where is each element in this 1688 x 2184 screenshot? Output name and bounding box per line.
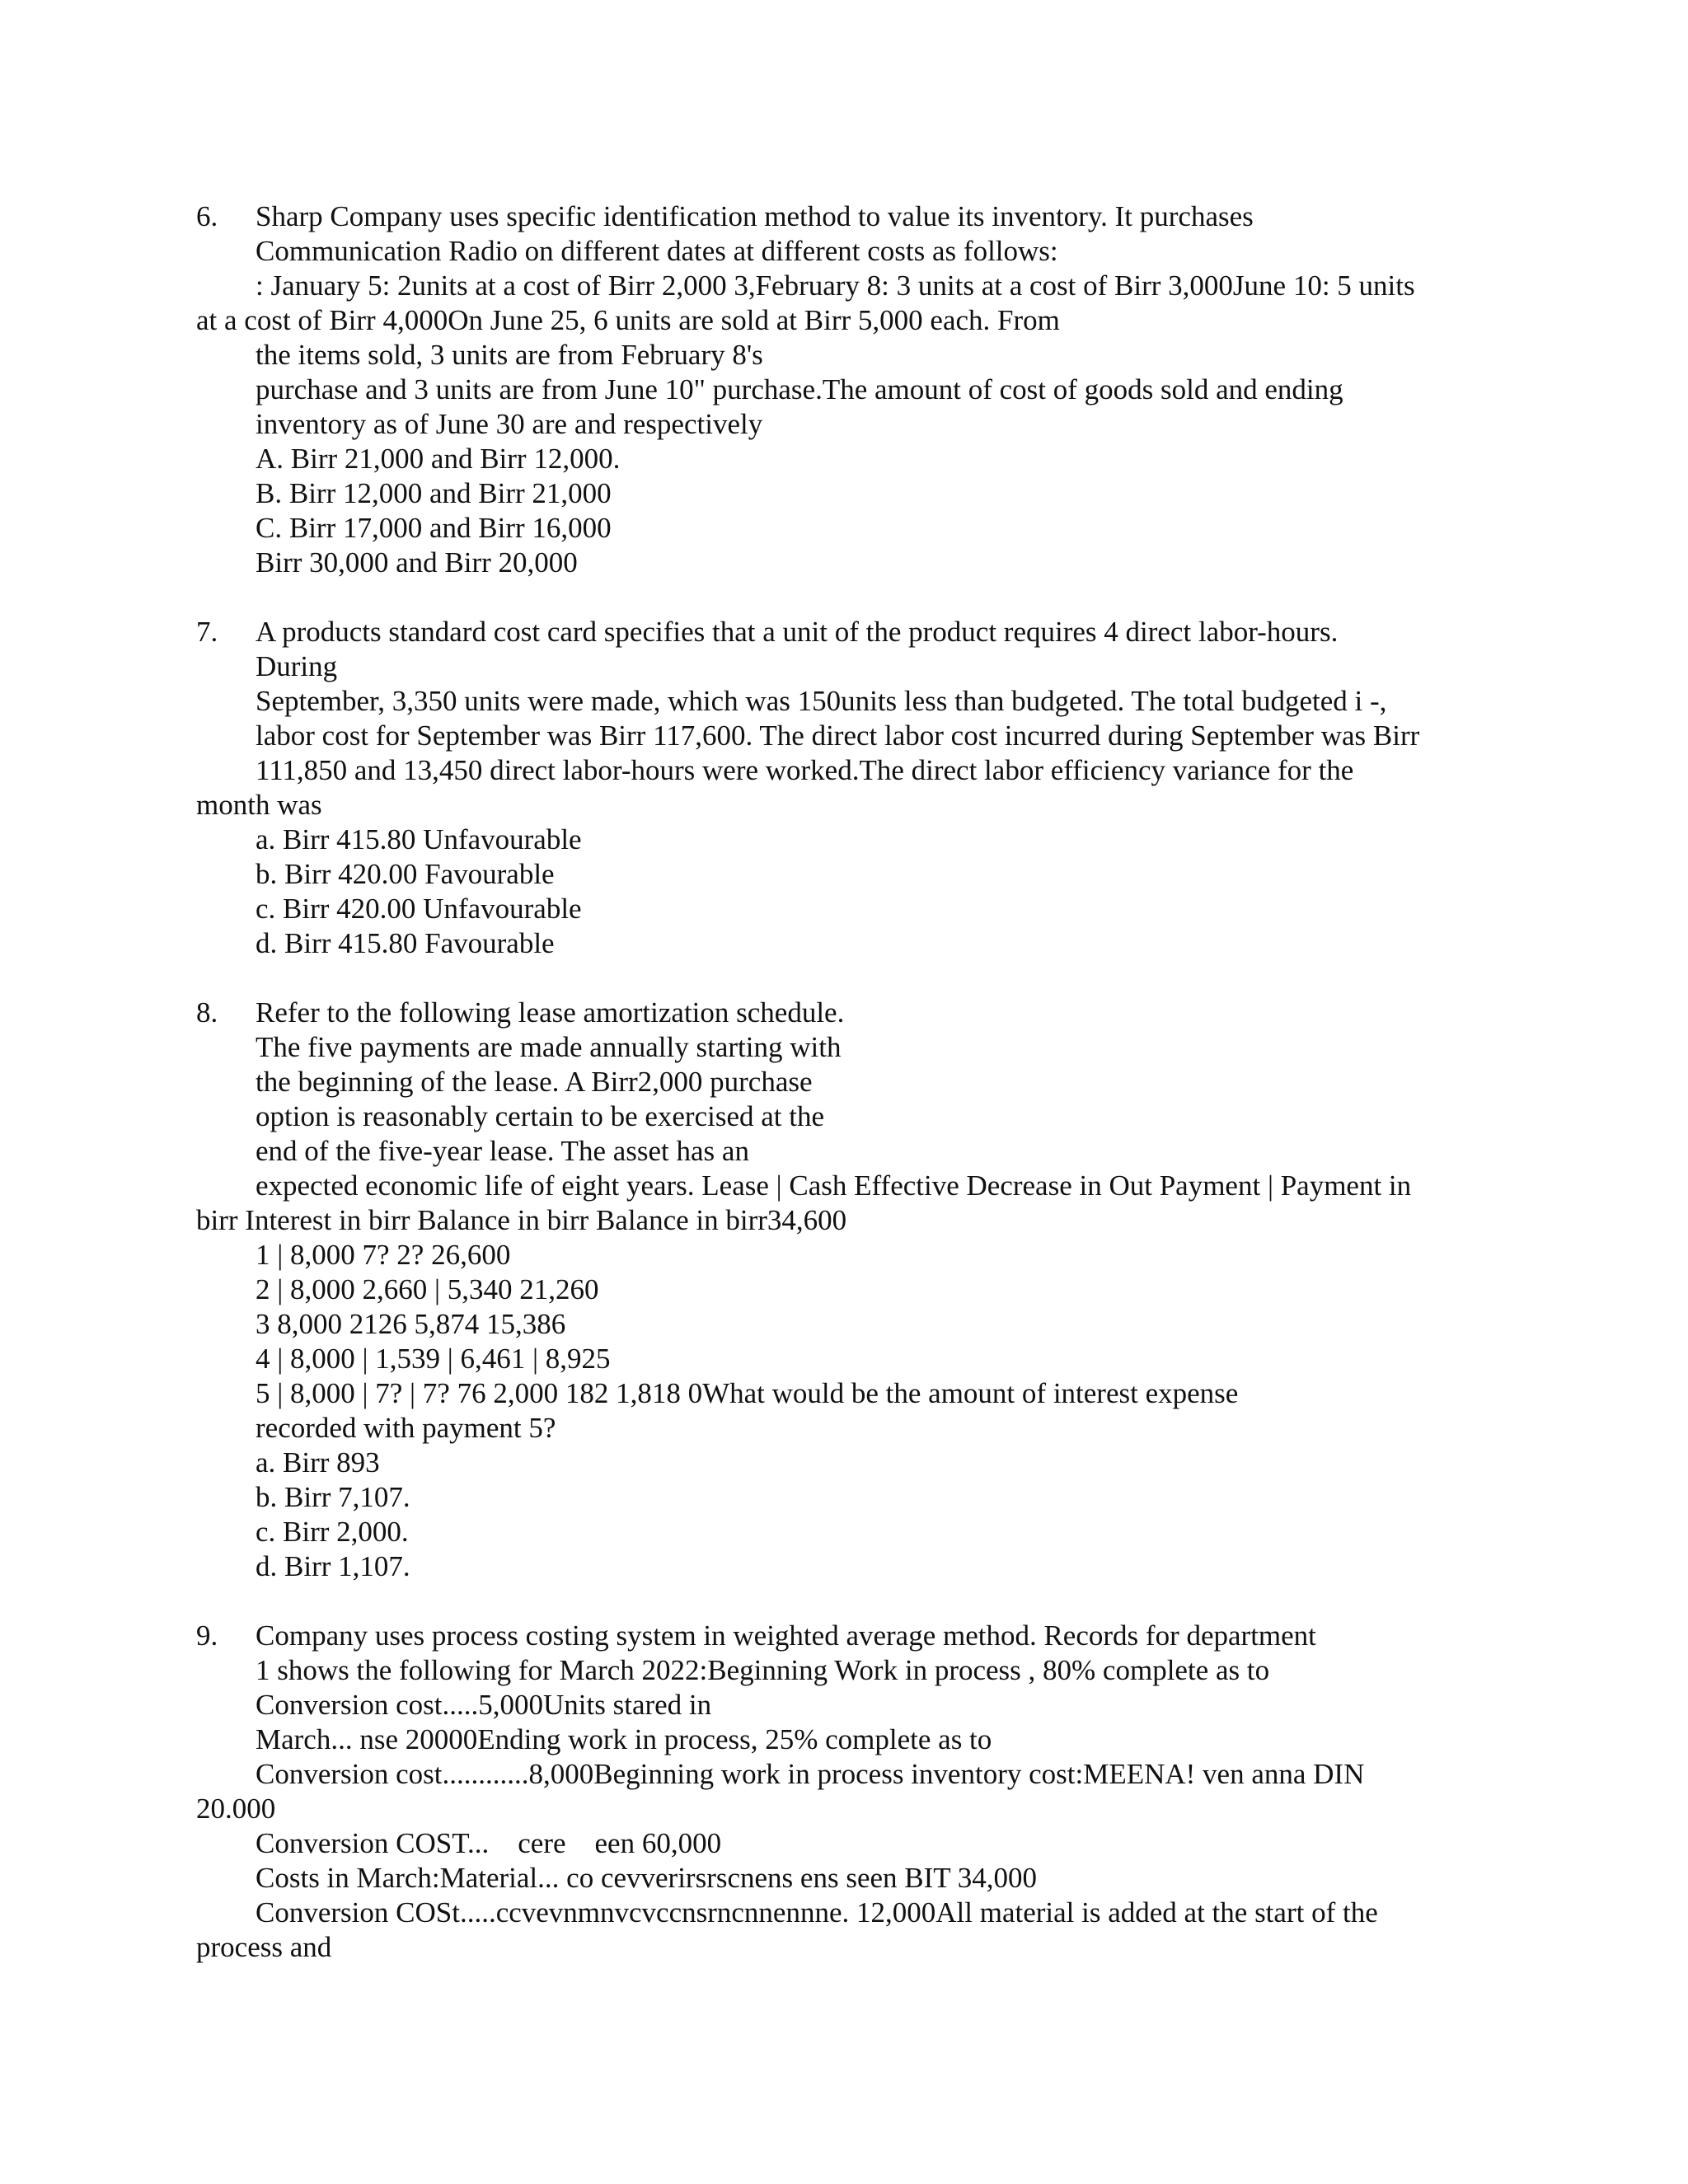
answer-option: b. Birr 7,107.	[256, 1481, 410, 1513]
question-text-line: Conversion cost............8,000Beginning work in process inventory cost:MEENA! ven anna DIN	[256, 1758, 1365, 1790]
schedule-row: 4 | 8,000 | 1,539 | 6,461 | 8,925	[256, 1343, 611, 1375]
question-text-line: 20.000	[196, 1793, 276, 1825]
question-text-line: end of the five-year lease. The asset has an	[256, 1135, 749, 1167]
question-text-line: the beginning of the lease. A Birr2,000 purchase	[256, 1066, 813, 1098]
question-number: 6.	[196, 200, 218, 232]
answer-option: b. Birr 420.00 Favourable	[256, 858, 555, 890]
question-text-line: Company uses process costing system in weighted average method. Records for department	[256, 1619, 1316, 1652]
schedule-row: 1 | 8,000 7? 2? 26,600	[256, 1239, 511, 1271]
question-text-line: Refer to the following lease amortization schedule.	[256, 996, 845, 1029]
answer-option: c. Birr 2,000.	[256, 1516, 409, 1548]
question-text-line: at a cost of Birr 4,000On June 25, 6 units are sold at Birr 5,000 each. From	[196, 304, 1060, 336]
answer-option: Birr 30,000 and Birr 20,000	[256, 546, 578, 579]
question-text-line: March... nse 20000Ending work in process, 25% complete as to	[256, 1723, 992, 1755]
question-text-line: recorded with payment 5?	[256, 1412, 556, 1444]
answer-option: a. Birr 893	[256, 1446, 380, 1479]
question-text-line: expected economic life of eight years. Lease | Cash Effective Decrease in Out Payment | Payment in	[256, 1169, 1412, 1202]
question-text-line: birr Interest in birr Balance in birr Balance in birr34,600	[196, 1204, 847, 1236]
answer-option: a. Birr 415.80 Unfavourable	[256, 823, 582, 855]
question-text-line: Conversion COST... cere een 60,000	[256, 1827, 722, 1859]
question-text-line: A products standard cost card specifies that a unit of the product requires 4 direct labor-hours.	[256, 616, 1339, 648]
question-text-line: option is reasonably certain to be exercised at the	[256, 1100, 825, 1132]
question-text-line: 111,850 and 13,450 direct labor-hours were worked.The direct labor efficiency variance for the	[256, 754, 1354, 786]
answer-option: B. Birr 12,000 and Birr 21,000	[256, 477, 612, 509]
question-text-line: Sharp Company uses specific identification method to value its inventory. It purchases	[256, 200, 1254, 232]
question-text-line: The five payments are made annually starting with	[256, 1031, 842, 1063]
question-text-line: Costs in March:Material... co cevverirsrscnens ens seen BIT 34,000	[256, 1862, 1038, 1894]
question-text-line: the items sold, 3 units are from February 8's	[256, 339, 763, 371]
question-number: 7.	[196, 616, 218, 648]
question-text-line: : January 5: 2units at a cost of Birr 2,000 3,February 8: 3 units at a cost of Birr 3,000June 10: 5 units	[256, 269, 1415, 302]
answer-option: c. Birr 420.00 Unfavourable	[256, 893, 582, 925]
question-text-line: purchase and 3 units are from June 10" purchase.The amount of cost of goods sold and ending	[256, 373, 1343, 405]
question-text-line: 1 shows the following for March 2022:Beginning Work in process , 80% complete as to	[256, 1654, 1270, 1686]
answer-option: d. Birr 1,107.	[256, 1550, 410, 1582]
answer-option: C. Birr 17,000 and Birr 16,000	[256, 512, 612, 544]
question-text-line: month was	[196, 789, 322, 821]
question-number: 9.	[196, 1619, 218, 1652]
question-text-line: September, 3,350 units were made, which was 150units less than budgeted. The total budgeted i -,	[256, 685, 1387, 717]
question-text-line: During	[256, 650, 338, 682]
question-text-line: inventory as of June 30 are and respectively	[256, 408, 763, 440]
schedule-row: 2 | 8,000 2,660 | 5,340 21,260	[256, 1273, 599, 1305]
schedule-row: 5 | 8,000 | 7? | 7? 76 2,000 182 1,818 0What would be the amount of interest expense	[256, 1377, 1239, 1409]
question-text-line: Conversion COSt.....ccvevnmnvcvccnsrncnnennne. 12,000All material is added at the start of the	[256, 1896, 1378, 1929]
question-text-line: process and	[196, 1931, 332, 1963]
answer-option: A. Birr 21,000 and Birr 12,000.	[256, 443, 621, 475]
question-text-line: labor cost for September was Birr 117,600. The direct labor cost incurred during September was Birr	[256, 719, 1420, 752]
question-text-line: Communication Radio on different dates at different costs as follows:	[256, 235, 1058, 267]
schedule-row: 3 8,000 2126 5,874 15,386	[256, 1308, 566, 1340]
question-text-line: Conversion cost.....5,000Units stared in	[256, 1689, 712, 1721]
question-number: 8.	[196, 996, 218, 1029]
answer-option: d. Birr 415.80 Favourable	[256, 927, 555, 959]
